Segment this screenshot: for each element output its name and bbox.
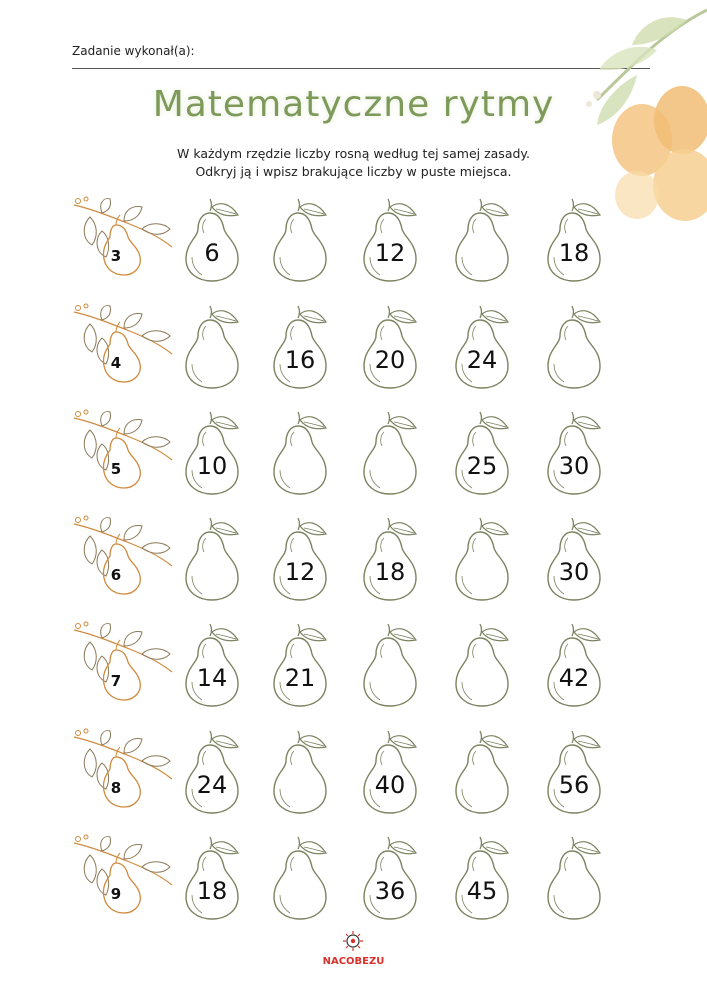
pear-branch-icon xyxy=(72,833,176,918)
pear-branch-icon xyxy=(72,195,176,280)
pear-value: 25 xyxy=(466,452,498,480)
step-branch xyxy=(72,620,176,705)
step-number: 4 xyxy=(110,354,122,372)
pear-value: 14 xyxy=(196,664,228,692)
pear-blank[interactable] xyxy=(450,622,530,708)
pear-blank[interactable] xyxy=(358,622,438,708)
pear-branch-icon xyxy=(72,408,176,493)
sequence-row xyxy=(0,514,707,609)
pear-filled xyxy=(180,197,260,283)
pear-branch-icon xyxy=(72,514,176,599)
sequence-row xyxy=(0,195,707,290)
sequence-row xyxy=(0,833,707,928)
pear-blank[interactable] xyxy=(542,835,622,921)
step-number: 9 xyxy=(110,885,122,903)
pear-filled xyxy=(358,516,438,602)
sequence-row xyxy=(0,727,707,822)
pear-filled xyxy=(268,516,348,602)
step-number: 8 xyxy=(110,779,122,797)
pear-branch-icon xyxy=(72,727,176,812)
step-number: 7 xyxy=(110,672,122,690)
pear-icon xyxy=(450,516,530,602)
pear-filled xyxy=(180,622,260,708)
pear-icon xyxy=(268,410,348,496)
pear-branch-icon xyxy=(72,620,176,705)
step-number: 5 xyxy=(110,460,122,478)
pear-filled xyxy=(180,729,260,815)
pear-filled xyxy=(542,729,622,815)
pear-icon xyxy=(268,835,348,921)
pear-value: 18 xyxy=(558,239,590,267)
step-number: 6 xyxy=(110,566,122,584)
pear-icon xyxy=(450,622,530,708)
step-branch xyxy=(72,833,176,918)
pear-blank[interactable] xyxy=(358,410,438,496)
pear-icon xyxy=(268,197,348,283)
pear-value: 18 xyxy=(196,877,228,905)
pear-filled xyxy=(358,835,438,921)
pear-filled xyxy=(180,835,260,921)
pear-icon xyxy=(358,410,438,496)
pear-filled xyxy=(180,410,260,496)
pear-value: 6 xyxy=(204,239,220,267)
pear-icon xyxy=(542,304,622,390)
pear-icon xyxy=(180,304,260,390)
pear-filled xyxy=(358,304,438,390)
pear-value: 12 xyxy=(374,239,406,267)
pear-value: 10 xyxy=(196,452,228,480)
pear-icon xyxy=(450,729,530,815)
nacobezu-logo-icon xyxy=(342,930,364,952)
step-branch xyxy=(72,408,176,493)
pear-filled xyxy=(358,729,438,815)
pear-value: 24 xyxy=(196,771,228,799)
pear-filled xyxy=(450,410,530,496)
pear-value: 36 xyxy=(374,877,406,905)
pear-blank[interactable] xyxy=(268,197,348,283)
footer xyxy=(0,930,707,976)
pear-filled xyxy=(268,622,348,708)
sequence-row xyxy=(0,408,707,503)
pear-filled xyxy=(268,304,348,390)
student-name-label: Zadanie wykonał(a): xyxy=(72,44,195,58)
nacobezu-logo xyxy=(314,930,394,972)
pear-value: 42 xyxy=(558,664,590,692)
pear-value: 21 xyxy=(284,664,316,692)
pear-blank[interactable] xyxy=(268,835,348,921)
pear-filled xyxy=(450,304,530,390)
pear-branch-icon xyxy=(72,302,176,387)
pear-blank[interactable] xyxy=(450,197,530,283)
pear-blank[interactable] xyxy=(180,516,260,602)
pear-icon xyxy=(542,835,622,921)
pear-filled xyxy=(358,197,438,283)
pear-value: 40 xyxy=(374,771,406,799)
step-number: 3 xyxy=(110,247,122,265)
pear-value: 12 xyxy=(284,558,316,586)
pear-filled xyxy=(542,410,622,496)
pear-icon xyxy=(268,729,348,815)
sequence-row xyxy=(0,302,707,397)
pear-blank[interactable] xyxy=(450,516,530,602)
pear-value: 16 xyxy=(284,346,316,374)
logo-text: NACOBEZU xyxy=(322,956,385,967)
pear-filled xyxy=(542,197,622,283)
pear-blank[interactable] xyxy=(180,304,260,390)
pear-value: 24 xyxy=(466,346,498,374)
pear-value: 30 xyxy=(558,452,590,480)
pear-filled xyxy=(542,622,622,708)
pear-filled xyxy=(450,835,530,921)
pear-value: 56 xyxy=(558,771,590,799)
pear-blank[interactable] xyxy=(268,410,348,496)
pear-value: 45 xyxy=(466,877,498,905)
step-branch xyxy=(72,302,176,387)
pear-icon xyxy=(180,516,260,602)
instruction-line-1: W każdym rzędzie liczby rosną według tej samej zasady. xyxy=(176,146,530,161)
pear-blank[interactable] xyxy=(268,729,348,815)
pear-value: 18 xyxy=(374,558,406,586)
pear-blank[interactable] xyxy=(450,729,530,815)
pear-value: 30 xyxy=(558,558,590,586)
step-branch xyxy=(72,514,176,599)
pear-blank[interactable] xyxy=(542,304,622,390)
pear-filled xyxy=(542,516,622,602)
pear-icon xyxy=(450,197,530,283)
step-branch xyxy=(72,727,176,812)
instruction-line-2: Odkryj ją i wpisz brakujące liczby w puste miejsca. xyxy=(195,164,512,179)
pear-icon xyxy=(358,622,438,708)
sequence-row xyxy=(0,620,707,715)
page-title: Matematyczne rytmy xyxy=(152,84,555,125)
pear-value: 20 xyxy=(374,346,406,374)
step-branch xyxy=(72,195,176,280)
